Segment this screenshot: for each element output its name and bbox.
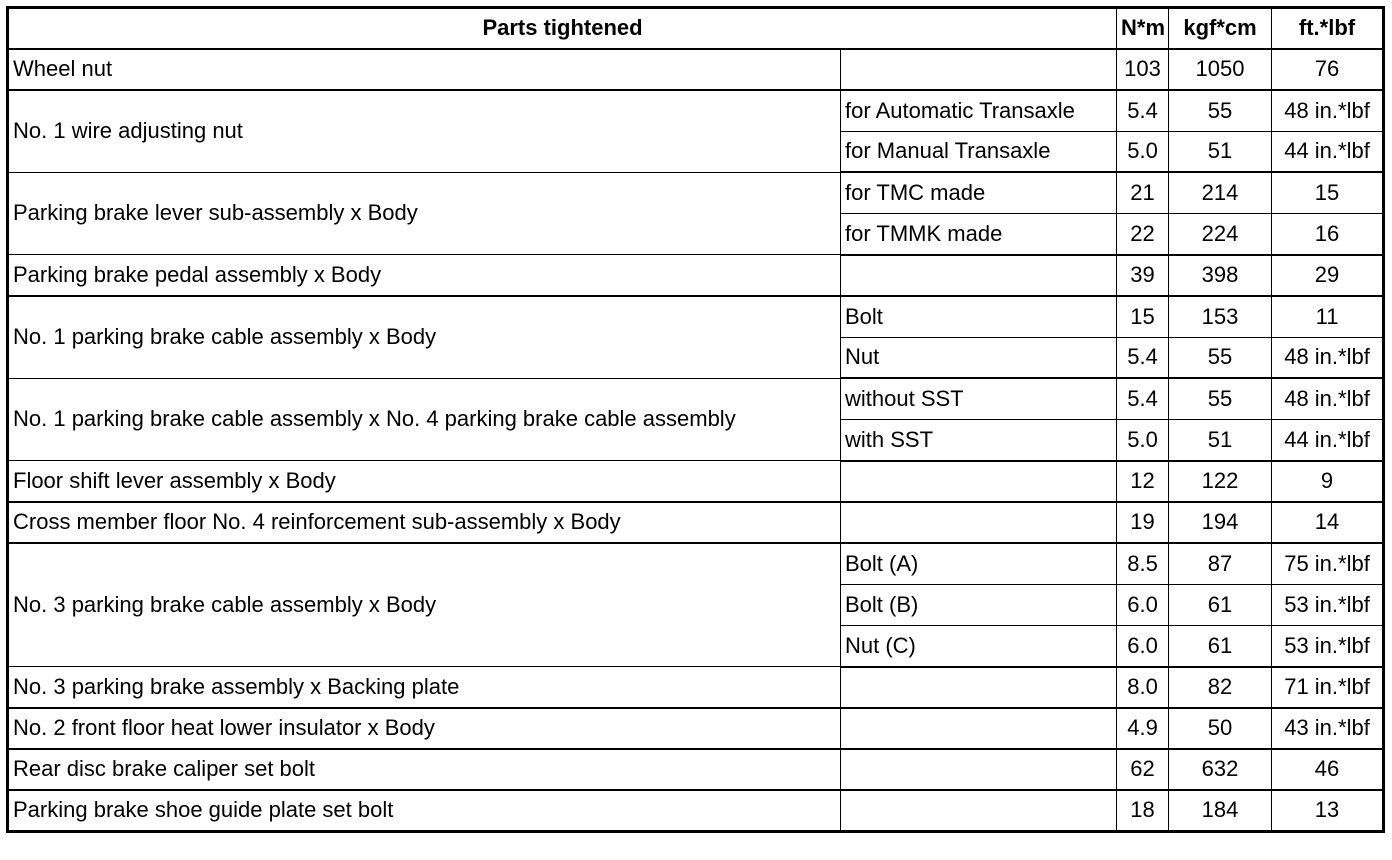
value-ft-lbf: 53 in.*lbf [1272, 584, 1384, 625]
header-parts-tightened: Parts tightened [8, 8, 1117, 49]
condition [841, 790, 1117, 831]
value-kgf-cm: 55 [1169, 378, 1272, 419]
value-kgf-cm: 61 [1169, 584, 1272, 625]
header-kgf-cm: kgf*cm [1169, 8, 1272, 49]
value-ft-lbf: 16 [1272, 213, 1384, 254]
value-nm: 5.4 [1117, 378, 1169, 419]
condition: for Manual Transaxle [841, 131, 1117, 172]
value-nm: 8.5 [1117, 543, 1169, 584]
condition: with SST [841, 419, 1117, 460]
condition: Bolt [841, 296, 1117, 337]
table-row [8, 461, 1384, 502]
value-kgf-cm: 87 [1169, 543, 1272, 584]
value-ft-lbf: 44 in.*lbf [1272, 131, 1384, 172]
part-name: Rear disc brake caliper set bolt [8, 749, 841, 790]
value-ft-lbf: 53 in.*lbf [1272, 625, 1384, 666]
condition: for Automatic Transaxle [841, 90, 1117, 131]
table-row [8, 749, 1384, 790]
value-nm: 39 [1117, 255, 1169, 296]
table-row [8, 502, 1384, 543]
condition [841, 667, 1117, 708]
table-row [8, 172, 1384, 213]
table-row [8, 543, 1384, 584]
condition: Nut [841, 337, 1117, 378]
value-ft-lbf: 44 in.*lbf [1272, 419, 1384, 460]
part-name: Wheel nut [8, 49, 841, 90]
value-nm: 19 [1117, 502, 1169, 543]
table-row [8, 49, 1384, 90]
value-ft-lbf: 15 [1272, 172, 1384, 213]
table-row [8, 90, 1384, 131]
value-nm: 6.0 [1117, 584, 1169, 625]
value-kgf-cm: 398 [1169, 255, 1272, 296]
value-nm: 18 [1117, 790, 1169, 831]
value-ft-lbf: 48 in.*lbf [1272, 90, 1384, 131]
value-ft-lbf: 71 in.*lbf [1272, 667, 1384, 708]
value-ft-lbf: 43 in.*lbf [1272, 708, 1384, 749]
table-row [8, 708, 1384, 749]
condition [841, 708, 1117, 749]
value-nm: 21 [1117, 172, 1169, 213]
value-ft-lbf: 46 [1272, 749, 1384, 790]
value-kgf-cm: 1050 [1169, 49, 1272, 90]
value-nm: 12 [1117, 461, 1169, 502]
value-kgf-cm: 51 [1169, 419, 1272, 460]
value-kgf-cm: 224 [1169, 213, 1272, 254]
value-kgf-cm: 50 [1169, 708, 1272, 749]
value-nm: 5.0 [1117, 131, 1169, 172]
part-name: Parking brake shoe guide plate set bolt [8, 790, 841, 831]
part-name: No. 3 parking brake assembly x Backing plate [8, 667, 841, 708]
part-name: No. 1 parking brake cable assembly x No. 4 parking brake cable assembly [8, 378, 841, 460]
value-kgf-cm: 61 [1169, 625, 1272, 666]
torque-spec-table [6, 6, 1385, 833]
condition: Bolt (B) [841, 584, 1117, 625]
part-name: No. 3 parking brake cable assembly x Body [8, 543, 841, 667]
value-nm: 5.4 [1117, 90, 1169, 131]
part-name: Parking brake pedal assembly x Body [8, 255, 841, 296]
value-nm: 6.0 [1117, 625, 1169, 666]
table-row [8, 255, 1384, 296]
condition: for TMMK made [841, 213, 1117, 254]
part-name: No. 2 front floor heat lower insulator x Body [8, 708, 841, 749]
value-kgf-cm: 82 [1169, 667, 1272, 708]
value-kgf-cm: 55 [1169, 90, 1272, 131]
value-ft-lbf: 29 [1272, 255, 1384, 296]
condition: without SST [841, 378, 1117, 419]
value-kgf-cm: 194 [1169, 502, 1272, 543]
value-ft-lbf: 75 in.*lbf [1272, 543, 1384, 584]
part-name: No. 1 wire adjusting nut [8, 90, 841, 172]
value-kgf-cm: 51 [1169, 131, 1272, 172]
part-name: Parking brake lever sub-assembly x Body [8, 172, 841, 254]
value-ft-lbf: 14 [1272, 502, 1384, 543]
value-ft-lbf: 76 [1272, 49, 1384, 90]
table-row [8, 378, 1384, 419]
condition [841, 255, 1117, 296]
value-kgf-cm: 632 [1169, 749, 1272, 790]
value-kgf-cm: 55 [1169, 337, 1272, 378]
value-kgf-cm: 153 [1169, 296, 1272, 337]
torque-spec-sheet [6, 6, 1385, 833]
condition: Bolt (A) [841, 543, 1117, 584]
condition [841, 49, 1117, 90]
table-row [8, 790, 1384, 831]
condition: for TMC made [841, 172, 1117, 213]
table-row [8, 296, 1384, 337]
value-nm: 5.0 [1117, 419, 1169, 460]
part-name: Floor shift lever assembly x Body [8, 461, 841, 502]
condition [841, 461, 1117, 502]
value-nm: 5.4 [1117, 337, 1169, 378]
part-name: Cross member floor No. 4 reinforcement sub-assembly x Body [8, 502, 841, 543]
value-kgf-cm: 184 [1169, 790, 1272, 831]
value-nm: 15 [1117, 296, 1169, 337]
value-nm: 8.0 [1117, 667, 1169, 708]
value-ft-lbf: 9 [1272, 461, 1384, 502]
value-ft-lbf: 48 in.*lbf [1272, 378, 1384, 419]
condition: Nut (C) [841, 625, 1117, 666]
table-header-row [8, 8, 1384, 49]
part-name: No. 1 parking brake cable assembly x Body [8, 296, 841, 378]
value-ft-lbf: 13 [1272, 790, 1384, 831]
value-kgf-cm: 122 [1169, 461, 1272, 502]
header-nm: N*m [1117, 8, 1169, 49]
value-nm: 4.9 [1117, 708, 1169, 749]
value-ft-lbf: 48 in.*lbf [1272, 337, 1384, 378]
header-ft-lbf: ft.*lbf [1272, 8, 1384, 49]
table-row [8, 667, 1384, 708]
value-nm: 22 [1117, 213, 1169, 254]
condition [841, 502, 1117, 543]
value-nm: 62 [1117, 749, 1169, 790]
value-ft-lbf: 11 [1272, 296, 1384, 337]
condition [841, 749, 1117, 790]
value-kgf-cm: 214 [1169, 172, 1272, 213]
value-nm: 103 [1117, 49, 1169, 90]
